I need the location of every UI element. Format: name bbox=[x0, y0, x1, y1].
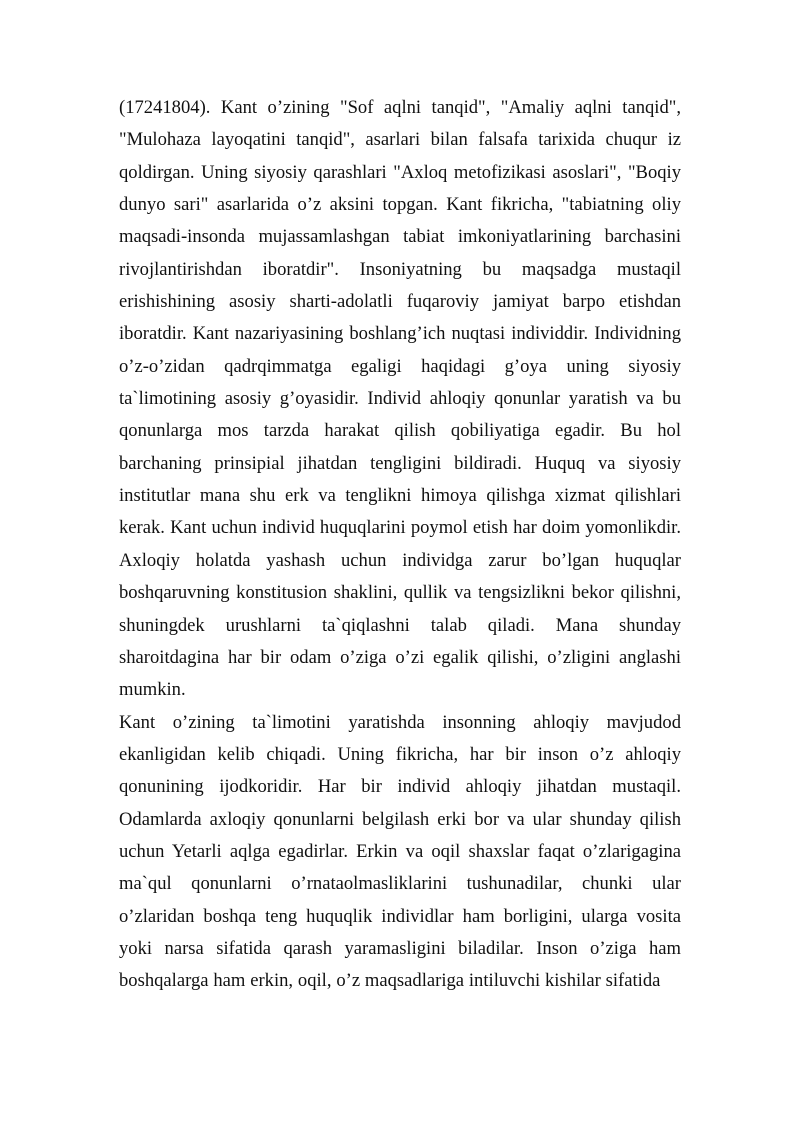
paragraph-kant-works: (17241804). Kant o’zining "Sof aqlni tanqid", "Amaliy aqlni tanqid", "Mulohaza layoqatini tanqid", asarlari bilan falsafa tarixida chuqur iz qoldirgan. Uning siyosiy qarashlari "Axloq metofizikasi asoslari", "Boqiy dunyo sari" asarlarida o’z aksini topgan. Kant fikricha, "tabiatning oliy maqsadi-insonda mujassamlashgan tabiat imkoniyatlarining barchasini rivojlantirishdan iboratdir". Insoniyatning bu maqsadga mustaqil erishishining asosiy sharti-adolatli fuqaroviy jamiyat barpo etishdan iboratdir. Kant nazariyasining boshlang’ich nuqtasi individdir. Individning o’z-o’zidan qadrqimmatga egaligi haqidagi g’oya uning siyosiy ta`limotining asosiy g’oyasidir. Individ ahloqiy qonunlar yaratish va bu qonunlarga mos tarzda harakat qilish qobiliyatiga egadir. Bu hol barchaning prinsipial jihatdan tengligini bildiradi. Huquq va siyosiy institutlar mana shu erk va tenglikni himoya qilishga xizmat qilishlari kerak. Kant uchun individ huquqlarini poymol etish har doim yomonlikdir. Axloqiy holatda yashash uchun individga zarur bo’lgan huquqlar boshqaruvning konstitusion shaklini, qullik va tengsizlikni bekor qilishni, shuningdek urushlarni ta`qiqlashni talab qiladi. Mana shunday sharoitdagina har bir odam o’ziga o’zi egalik qilishi, o’zligini anglashi mumkin. bbox=[119, 97, 681, 701]
paragraph-kant-moral-teaching: Kant o’zining ta`limotini yaratishda insonning ahloqiy mavjudod ekanligidan kelib chiqadi. Uning fikricha, har bir inson o’z ahloqiy qonunining ijodkoridir. Har bir individ ahloqiy jihatdan mustaqil. Odamlarda axloqiy qonunlarni belgilash erki bor va ular shunday qilish uchun Yetarli aqlga egadirlar. Erkin va oqil shaxslar faqat o’zlarigagina ma`qul qonunlarni o’rnataolmasliklarini tushunadilar, chunki ular o’zlaridan boshqa teng huquqlik individlar ham borligini, ularga vosita yoki narsa sifatida qarash yaramasligini biladilar. Inson o’ziga ham boshqalarga ham erkin, oqil, o’z maqsadlariga intiluvchi kishilar sifatida bbox=[119, 711, 681, 992]
body-text bbox=[119, 92, 681, 998]
